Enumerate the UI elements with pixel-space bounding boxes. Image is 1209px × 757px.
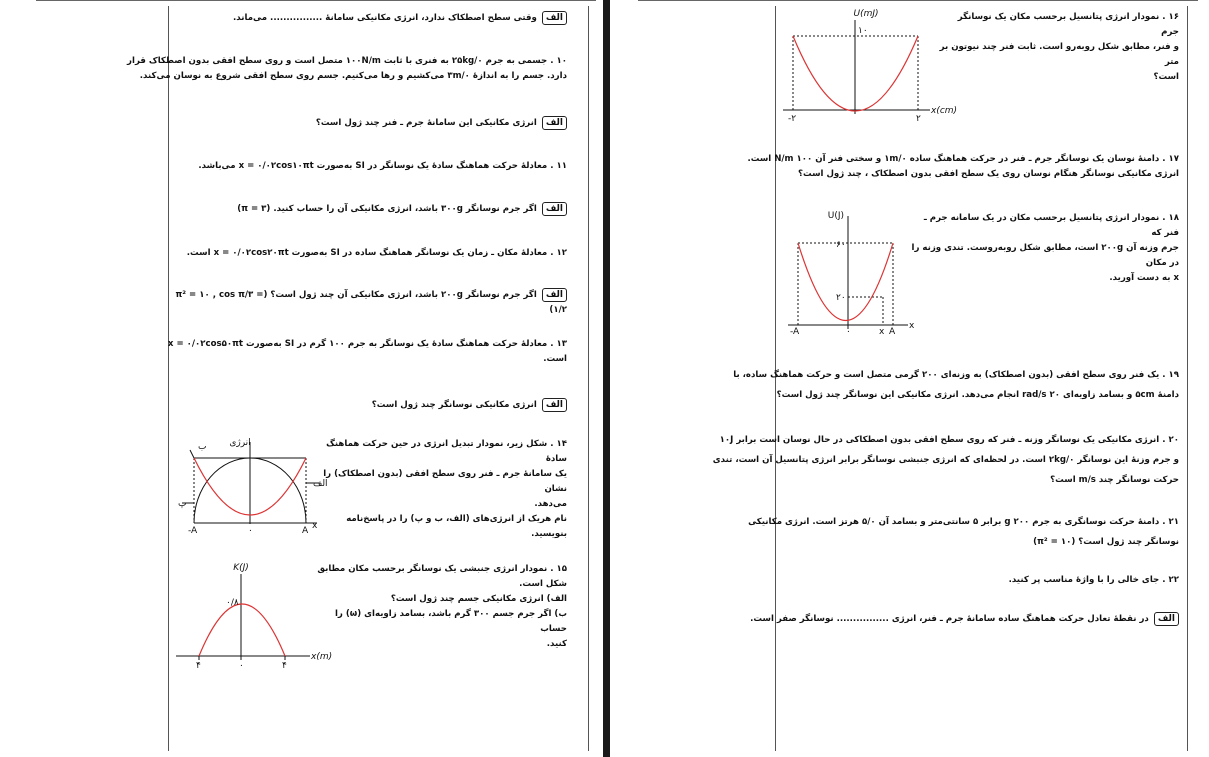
potential-energy-curve	[798, 243, 893, 321]
tick-mid: ۲۰	[836, 293, 846, 303]
question-text: معادلهٔ مکان ـ زمان یک نوسانگر هماهنگ ساده در SI به‌صورت x = ۰/۰۲cos۲۰πt است.	[186, 248, 548, 258]
question-18	[909, 211, 1179, 286]
question-line: است.	[543, 354, 567, 364]
label-alef: الف	[313, 479, 328, 489]
question-line: نمودار انرژی جنبشی یک نوسانگر برحسب مکان مطابق	[317, 564, 548, 574]
question-text: اگر جرم نوسانگر ۳۰۰g باشد، انرژی مکانیکی آن را حساب کنید. (π = ۳)	[237, 204, 537, 214]
question-line: معادلهٔ حرکت هماهنگ سادهٔ یک نوسانگر به جرم ۱۰۰ گرم در SI به‌صورت x = ۰/۰۲cos۵۰πt	[167, 339, 548, 349]
question-line: کنید.	[546, 639, 567, 649]
question-20	[619, 430, 1179, 490]
question-19	[619, 365, 1179, 405]
question-15	[317, 562, 567, 652]
question-line: نام هریک از انرژی‌های (الف، ب و پ) را در پاسخ‌نامه بنویسید.	[346, 514, 567, 539]
tick-top: ۶۰	[836, 240, 846, 250]
top-rule	[36, 0, 596, 1]
question-22-part	[729, 612, 1179, 627]
question-line: دامنهٔ نوسان یک نوسانگر جرم ـ فنر در حرکت هماهنگ ساده ۱m/۰ و سختی فنر آن ۱۰۰ N/m است.	[747, 154, 1160, 164]
question-17	[619, 152, 1179, 182]
potential-energy-graph-16	[778, 4, 963, 126]
question-number: ۱۱ .	[550, 161, 567, 171]
question-number: ۱۲ .	[550, 248, 567, 258]
tick-neg: -۲	[788, 114, 797, 124]
question-12	[7, 246, 567, 261]
margin-line-right	[1187, 6, 1188, 751]
question-14	[317, 437, 567, 542]
pointer-line	[190, 450, 194, 458]
question-line: دامنهٔ حرکت نوسانگری به جرم ۲۰۰ g برابر ۵ سانتی‌متر و بسامد آن ۵/۰ هرتز است. انرژی مکانیکی	[748, 517, 1160, 527]
question-11-part	[167, 202, 567, 217]
question-number: ۱۵ .	[550, 564, 567, 574]
tick-pos-a: A	[302, 526, 309, 536]
question-line: شکل زیر، نمودار تبدیل انرژی در حین حرکت هماهنگ سادهٔ	[326, 439, 567, 464]
tick-x: x	[879, 327, 885, 337]
question-number: ۱۰ .	[550, 56, 567, 66]
label-b: ب	[198, 442, 207, 452]
question-line: انرژی مکانیکی یک نوسانگر وزنه ـ فنر که روی سطح افقی بدون اصطکاکی در حال نوسان است برابر ۱۰J	[719, 435, 1160, 445]
question-text: معادلهٔ حرکت هماهنگ سادهٔ یک نوسانگر در SI به‌صورت x = ۰/۰۲cos۱۰πt می‌باشد.	[198, 161, 548, 171]
part-box: الف	[542, 398, 567, 412]
question-number: ۲۱ .	[1162, 517, 1179, 527]
y-axis-label: U(mJ)	[853, 9, 879, 19]
part-box: الف	[542, 116, 567, 130]
question-intro	[167, 11, 567, 26]
tick-pos: ۴	[282, 661, 287, 671]
tick-zero: ۰	[846, 327, 851, 337]
question-number: ۱۴ .	[550, 439, 567, 449]
question-16	[939, 10, 1179, 85]
question-line: می‌دهد.	[534, 499, 567, 509]
question-line: نمودار انرژی پتانسیل برحسب مکان در یک سامانه جرم ـ فنر که	[923, 213, 1179, 238]
page-divider	[603, 0, 610, 757]
question-13	[7, 337, 567, 367]
question-line: x به دست آورید.	[1109, 273, 1179, 283]
question-line: انرژی مکانیکی نوسانگر هنگام نوسان روی یک سطح افقی بدون اصطکاک ، چند ژول است؟	[797, 169, 1179, 179]
question-number: ۲۰ .	[1162, 435, 1179, 445]
tick-zero: ۰	[239, 661, 244, 671]
part-box: الف	[542, 288, 567, 302]
x-axis-label: x(cm)	[931, 106, 958, 116]
part-box: الف	[542, 202, 567, 216]
y-axis-label: انرژی	[229, 438, 251, 448]
question-line: جرم وزنه آن ۲۰۰g است، مطابق شکل روبه‌روست. تندی وزنه را در مکان	[911, 243, 1179, 268]
y-axis-label: K(J)	[233, 563, 249, 573]
question-22	[619, 573, 1179, 588]
kinetic-energy-graph	[172, 556, 337, 674]
question-text: جای خالی را با واژهٔ مناسب پر کنید.	[1008, 575, 1160, 585]
tick-neg-a: -A	[188, 526, 198, 536]
question-number: ۱۶ .	[1162, 12, 1179, 22]
question-line: یک فنر روی سطح افقی (بدون اصطکاک) به وزنه‌ای ۲۰۰ گرمی متصل است و حرکت هماهنگ ساده، با	[733, 370, 1160, 380]
question-line: الف) انرژی مکانیکی جسم چند ژول است؟	[390, 594, 567, 604]
question-number: ۲۲ .	[1162, 575, 1179, 585]
question-number: ۱۹ .	[1162, 370, 1179, 380]
question-text: انرژی مکانیکی این سامانهٔ جرم ـ فنر چند ژول است؟	[315, 118, 537, 128]
question-line: و فنر، مطابق شکل روبه‌رو است. ثابت فنر چند نیوتون بر متر	[939, 42, 1179, 67]
tick-neg-a: -A	[790, 327, 800, 337]
tick-pos-a: A	[889, 327, 896, 337]
x-axis-label: x(m)	[311, 652, 333, 662]
peak-label: ۰/۸	[226, 598, 239, 608]
question-number: ۱۸ .	[1162, 213, 1179, 223]
part-box: الف	[1154, 612, 1179, 626]
question-line: ب) اگر جرم جسم ۳۰۰ گرم باشد، بسامد زاویه‌ای (ω) را حساب	[334, 609, 567, 634]
top-rule	[638, 0, 1198, 1]
question-line: دامنهٔ ۵cm و بسامد زاویه‌ای ۲۰ rad/s انجام می‌دهد. انرژی مکانیکی این نوسانگر چند ژول است؟	[776, 390, 1179, 400]
question-line: و جرم وزنهٔ این نوسانگر ۲kg/۰ است. در لحظه‌ای که انرژی جنبشی نوسانگر برابر انرژی پتانسیل آن است، تندی	[712, 455, 1179, 465]
x-axis-label: x	[312, 521, 318, 531]
label-p: پ	[178, 499, 187, 509]
question-13-part	[167, 398, 567, 413]
energy-conversion-graph	[172, 432, 328, 540]
question-number: ۱۳ .	[550, 339, 567, 349]
question-10-part	[167, 116, 567, 131]
question-11	[7, 159, 567, 174]
kinetic-energy-curve	[199, 604, 285, 656]
y-tick: ۱۰	[858, 26, 868, 36]
tick-pos: ۲	[916, 114, 921, 124]
potential-energy-graph-18	[780, 208, 920, 338]
question-text: انرژی مکانیکی نوسانگر چند ژول است؟	[371, 400, 537, 410]
x-axis-label: x	[909, 321, 915, 331]
question-line: است؟	[1153, 72, 1179, 82]
question-text: اگر جرم نوسانگر ۲۰۰g باشد، انرژی مکانیکی آن چند ژول است؟ (π² = ۱۰ , cos π/۳ = ۱/۲)	[175, 290, 567, 315]
y-axis-label: U(J)	[827, 211, 844, 221]
question-text: در نقطهٔ تعادل حرکت هماهنگ ساده سامانهٔ جرم ـ فنر، انرژی ................ نوسانگر صفر است.	[750, 614, 1149, 624]
question-line: یک سامانهٔ جرم ـ فنر روی سطح افقی (بدون اصطکاک) را نشان	[323, 469, 567, 494]
question-line: نوسانگر چند ژول است؟ (π² = ۱۰)	[1033, 537, 1179, 547]
margin-line-right	[588, 6, 589, 751]
left-page	[0, 0, 603, 757]
question-21	[619, 512, 1179, 552]
question-12-part	[167, 288, 567, 318]
question-line: شکل است.	[519, 579, 567, 589]
tick-neg: ۴	[196, 661, 201, 671]
question-line: نمودار انرژی پتانسیل برحسب مکان یک نوسانگر جرم	[957, 12, 1179, 37]
question-10	[7, 54, 567, 84]
question-text: وقتی سطح اصطکاک ندارد، انرژی مکانیکی سامانهٔ ................ می‌ماند.	[233, 13, 537, 23]
question-line: جسمی به جرم ۲۵kg/۰ به فنری با ثابت ۱۰۰N/m متصل است و روی سطح افقی بدون اصطکاک قرار	[127, 56, 548, 66]
tick-zero: ۰	[248, 526, 253, 536]
question-number: ۱۷ .	[1162, 154, 1179, 164]
part-box: الف	[542, 11, 567, 25]
question-line: دارد. جسم را به اندازهٔ ۳m/۰ می‌کشیم و رها می‌کنیم. جسم روی سطح افقی شروع به نوسان می‌کند.	[139, 71, 567, 81]
question-line: حرکت نوسانگر چند m/s است؟	[1050, 475, 1179, 485]
right-page	[610, 0, 1209, 757]
